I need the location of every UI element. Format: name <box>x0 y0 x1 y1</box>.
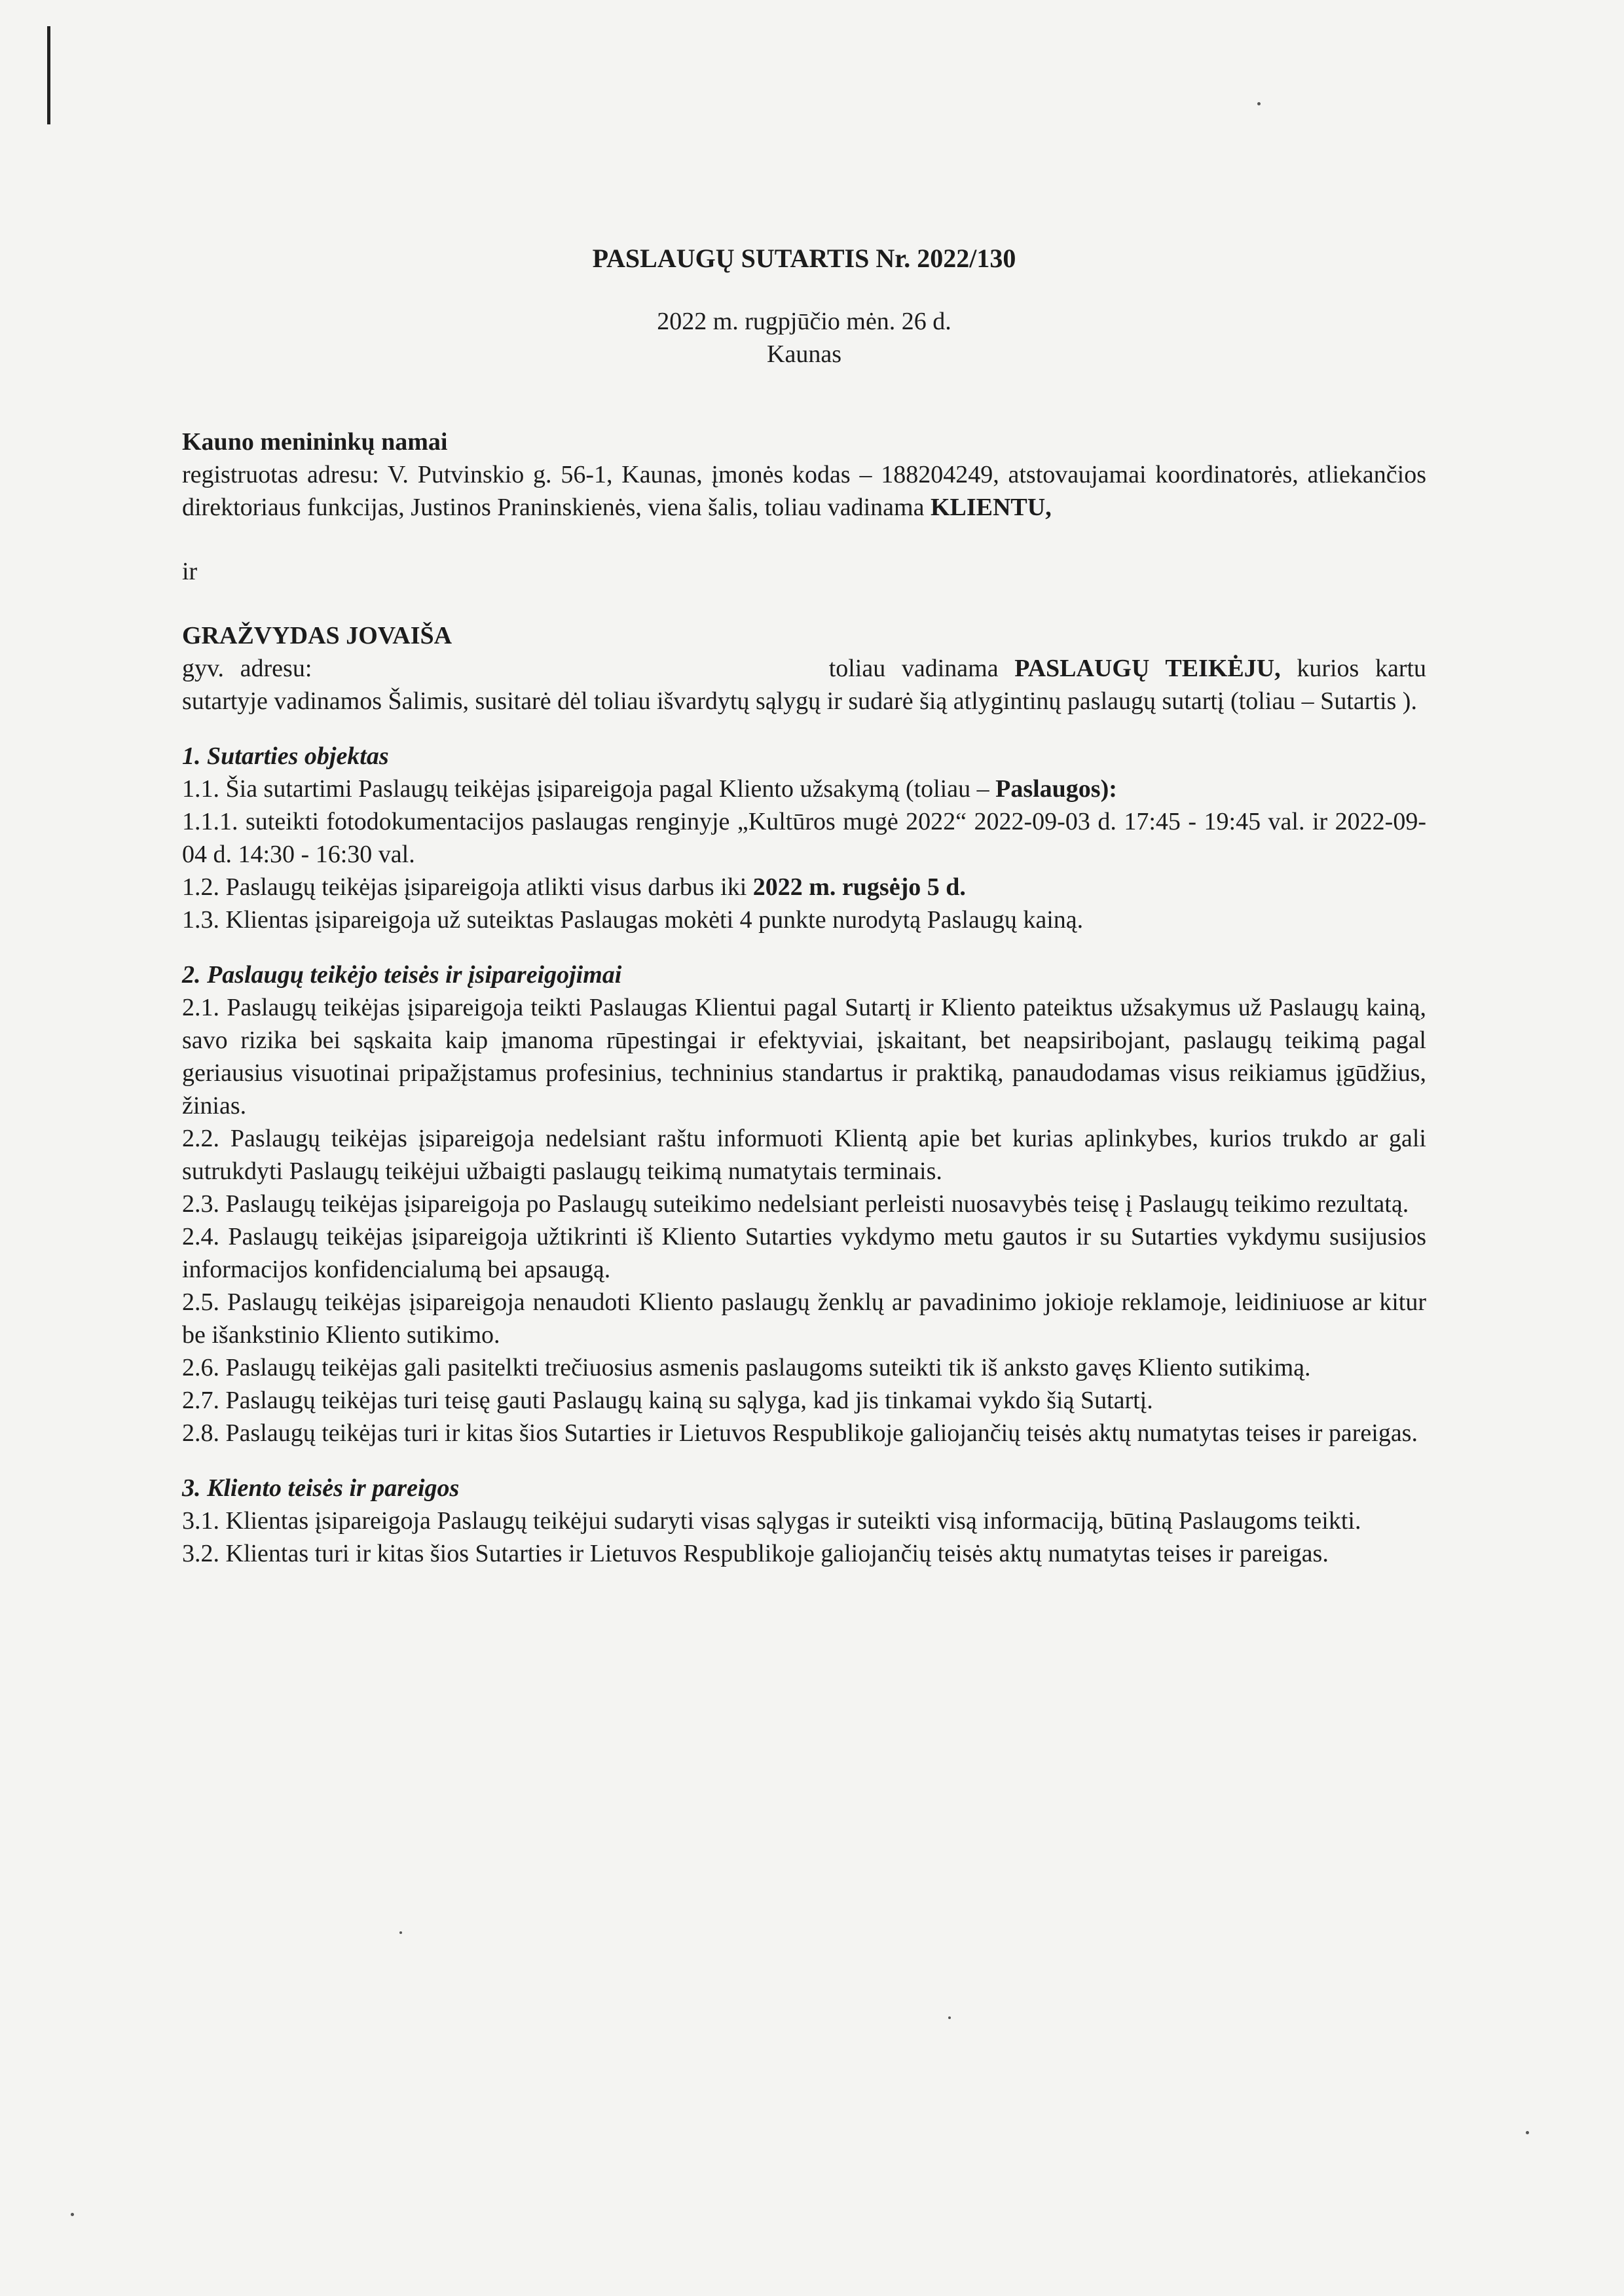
scan-speck <box>71 2213 74 2216</box>
clause-1-2-deadline: 2022 m. rugsėjo 5 d. <box>752 873 966 901</box>
clause-2-2: 2.2. Paslaugų teikėjas įsipareigoja nedelsiant raštu informuoti Klientą apie bet kurias aplinkybes, kurios trukdo ar gali sutrukdyti Paslaugų teikėjui užbaigti paslaugų teikimą numatytais terminais. <box>182 1125 1426 1185</box>
client-details-text: registruotas adresu: V. Putvinskio g. 56-1, Kaunas, įmonės kodas – 188204249, atstovaujamai koordinatorės, atliekančios direktoriaus funkcijas, Justinos Praninskienės, viena šalis, toliau vadinama <box>182 461 1426 521</box>
provider-name: GRAŽVYDAS JOVAIŠA <box>182 622 452 649</box>
clause-1-1-1: 1.1.1. suteikti fotodokumentacijos paslaugas renginyje „Kultūros mugė 2022“ 2022-09-03 d. 17:45 - 19:45 val. ir 2022-09-04 d. 14:30 - 16:30 val. <box>182 808 1426 868</box>
contract-body <box>182 242 1426 1570</box>
client-details <box>182 458 1426 524</box>
client-role: KLIENTU, <box>930 494 1052 521</box>
clause-1-2-text: 1.2. Paslaugų teikėjas įsipareigoja atlikti visus darbus iki <box>182 873 747 901</box>
parties-connector: ir <box>182 558 198 585</box>
clause-2-7: 2.7. Paslaugų teikėjas turi teisę gauti Paslaugų kainą su sąlyga, kad jis tinkamai vykdo šią Sutartį. <box>182 1387 1153 1414</box>
client-name: Kauno menininkų namai <box>182 428 448 456</box>
clause-1-1-text: 1.1. Šia sutartimi Paslaugų teikėjas įsipareigoja pagal Kliento užsakymą (toliau – <box>182 775 989 803</box>
provider-address-label: gyv. adresu: <box>182 655 312 682</box>
clause-3-1: 3.1. Klientas įsipareigoja Paslaugų teikėjui sudaryti visas sąlygas ir suteikti visą informaciją, būtiną Paslaugoms teikti. <box>182 1507 1361 1535</box>
clause-2-4: 2.4. Paslaugų teikėjas įsipareigoja užtikrinti iš Kliento Sutarties vykdymo metu gautos ir su Sutarties vykdymu susijusios informacijos konfidencialumą bei apsaugą. <box>182 1223 1426 1283</box>
clause-1-1 <box>182 773 1426 805</box>
contract-city: Kaunas <box>767 340 841 368</box>
contract-title: PASLAUGŲ SUTARTIS Nr. 2022/130 <box>592 244 1016 273</box>
clause-2-6: 2.6. Paslaugų teikėjas gali pasitelkti trečiuosius asmenis paslaugoms suteikti tik iš anksto gavęs Kliento sutikimą. <box>182 1354 1311 1381</box>
scan-speck <box>1257 102 1261 105</box>
provider-role: PASLAUGŲ TEIKĖJU, <box>1014 655 1281 682</box>
scan-speck <box>1526 2131 1529 2134</box>
redacted-address <box>328 657 813 683</box>
clause-1-2 <box>182 871 1426 903</box>
scan-speck <box>399 1931 402 1934</box>
clause-2-3: 2.3. Paslaugų teikėjas įsipareigoja po Paslaugų suteikimo nedelsiant perleisti nuosavybės teisę į Paslaugų teikimo rezultatą. <box>182 1190 1409 1218</box>
provider-text-b: kurios kartu sutartyje vadinamos Šalimis, susitarė dėl toliau išvardytų sąlygų ir sudarė šią atlygintinų paslaugų sutartį (toliau – Sutartis ). <box>182 655 1427 715</box>
scan-mark <box>47 26 50 124</box>
provider-details <box>182 652 1426 718</box>
scan-speck <box>948 2016 951 2019</box>
clause-1-3: 1.3. Klientas įsipareigoja už suteiktas Paslaugas mokėti 4 punkte nurodytą Paslaugų kainą. <box>182 906 1084 934</box>
clause-2-5: 2.5. Paslaugų teikėjas įsipareigoja nenaudoti Kliento paslaugų ženklų ar pavadinimo jokioje reklamoje, leidiniuose ar kitur be išankstinio Kliento sutikimo. <box>182 1288 1426 1349</box>
section-3-heading: 3. Kliento teisės ir pareigos <box>182 1474 460 1502</box>
contract-date: 2022 m. rugpjūčio mėn. 26 d. <box>657 308 951 335</box>
section-1-heading: 1. Sutarties objektas <box>182 742 389 770</box>
section-2-heading: 2. Paslaugų teikėjo teisės ir įsipareigojimai <box>182 961 622 989</box>
clause-2-1: 2.1. Paslaugų teikėjas įsipareigoja teikti Paslaugas Klientui pagal Sutartį ir Kliento pateiktus užsakymus už Paslaugų kainą, savo rizika bei sąskaita kaip įmanoma rūpestingai ir efektyviai, įskaitant, bet neapsiribojant, paslaugų teikimą pagal geriausius visuotinai pripažįstamus profesinius, techninius standartus ir praktiką, panaudodamas visus reikiamus įgūdžius, žinias. <box>182 994 1426 1120</box>
clause-3-2: 3.2. Klientas turi ir kitas šios Sutarties ir Lietuvos Respublikoje galiojančių teisės aktų numatytas teises ir pareigas. <box>182 1540 1329 1567</box>
provider-text-a: toliau vadinama <box>828 655 999 682</box>
clause-2-8: 2.8. Paslaugų teikėjas turi ir kitas šios Sutarties ir Lietuvos Respublikoje galiojančių teisės aktų numatytas teises ir pareigas. <box>182 1419 1418 1447</box>
clause-1-1-bold: Paslaugos): <box>995 775 1117 803</box>
